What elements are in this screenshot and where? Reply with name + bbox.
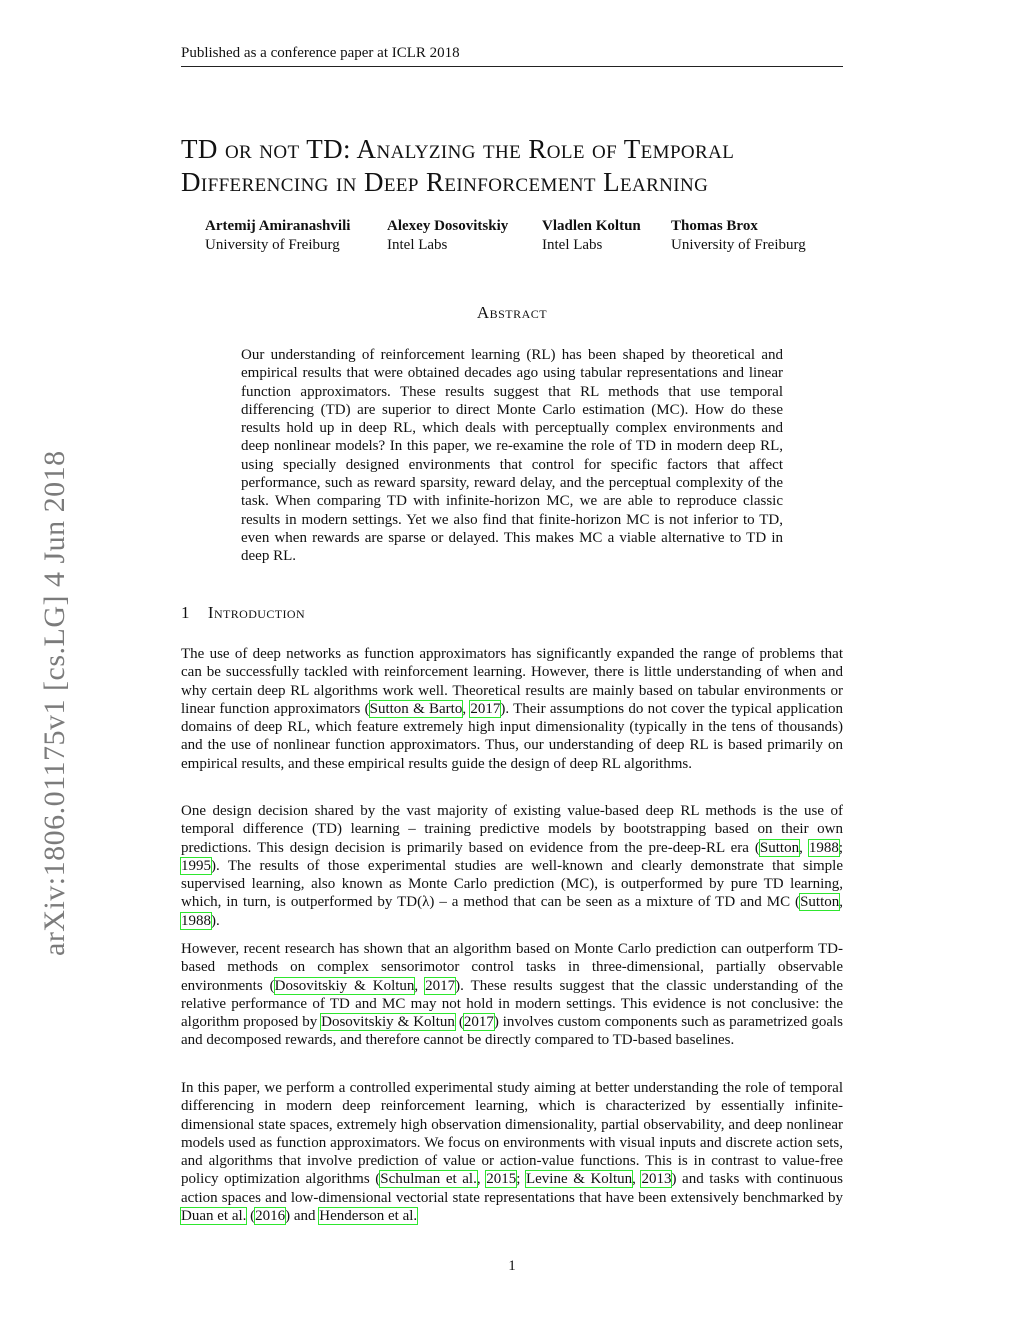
citation-link[interactable]: Schulman et al. — [380, 1171, 477, 1188]
author-name: Vladlen Koltun — [542, 218, 641, 234]
citation-link[interactable]: Henderson et al. — [319, 1208, 418, 1225]
citation-separator: , — [799, 839, 809, 856]
paragraph-text: ). These results suggest that the classic understanding of the relative performance of TD and MC may not hold in modern settings. This evidence is not conclusive: the algorithm proposed by — [181, 977, 843, 1031]
author-affiliation: Intel Labs — [542, 237, 603, 253]
abstract-text: Our understanding of reinforcement learning (RL) has been shaped by theoretical and empirical results that were obtained decades ago using tabular representations and linear function approximators. These results suggest that RL methods that use temporal differencing (TD) are superior to direct Monte Carlo estimation (MC). How do these results hold up in deep RL, which deals with perceptually complex environments and deep nonlinear models? In this paper, we re-examine the role of TD in modern deep RL, using specially designed environments that control for specific factors that affect performance, such as reward sparsity, reward delay, and the perceptual complexity of the task. When comparing TD with infinite-horizon MC, we are able to reproduce classic results in modern settings. Yet we also find that finite-horizon MC is not inferior to TD, even when rewards are sparse or delayed. This makes MC a viable alternative to TD in deep RL. — [241, 347, 783, 565]
citation-separator: , — [632, 1171, 642, 1188]
citation-link[interactable]: Levine & Koltun — [525, 1171, 633, 1188]
citation-link[interactable]: 2017 — [463, 1014, 494, 1031]
citation-link[interactable]: Sutton — [800, 894, 840, 911]
paragraph-text: In this paper, we perform a controlled experimental study aiming at better understanding the role of temporal differencing in modern deep reinforcement learning, which is characterized by essentially infinite-dimensional state spaces, extremely high observation dimensionality, partial observability, and deep nonlinear models used as function approximators. We focus on environments with visual inputs and discrete action sets, and algorithms that involve prediction of value or action-value functions. This is in contrast to value-free policy optimization algorithms ( — [181, 1080, 843, 1188]
paper-title — [181, 133, 861, 199]
author-block — [205, 217, 350, 255]
author-block — [387, 217, 508, 255]
section-heading-introduction — [181, 603, 305, 623]
citation-link[interactable]: 2016 — [255, 1208, 286, 1225]
citation-separator: ; — [516, 1171, 526, 1188]
citation-separator: , — [462, 700, 471, 717]
citation-separator: ( — [454, 1014, 464, 1031]
intro-paragraph-2 — [181, 802, 843, 930]
citation-link[interactable]: 2017 — [470, 700, 501, 717]
intro-paragraph-4 — [181, 1079, 843, 1225]
intro-paragraph-1 — [181, 645, 843, 773]
citation-separator: , — [839, 894, 843, 911]
author-affiliation: Intel Labs — [387, 237, 448, 253]
paragraph-text: However, recent research has shown that an algorithm based on Monte Carlo prediction can outperform TD-based methods on complex sensorimotor control tasks in three-dimensional, partially observable environments ( — [181, 941, 843, 994]
paragraph-text: ). Their assumptions do not cover the typical application domains of deep RL, which feature extremely high input dimensionality (typically in the tens of thousands) and the use of nonlinear function approximators. Thus, our understanding of deep RL is based primarily on empirical results, and these empirical results guide the design of deep RL algorithms. — [181, 700, 843, 772]
citation-separator: ( — [246, 1208, 256, 1225]
citation-link[interactable]: Dosovitskiy & Koltun — [321, 1014, 455, 1031]
author-affiliation: University of Freiburg — [671, 237, 806, 253]
paragraph-text: ). The results of those experimental studies are well-known and clearly demonstrate that simple supervised learning, also known as Monte Carlo prediction (MC), is outperformed by pure TD learning, which, in turn, is outperformed by TD(λ) – a method that can be seen as a mixture of TD and MC ( — [181, 857, 843, 911]
abstract-heading: Abstract — [476, 303, 548, 322]
citation-separator: ) and — [285, 1208, 320, 1225]
citation-separator: , — [476, 1171, 487, 1188]
citation-link[interactable]: 2017 — [425, 977, 456, 994]
paper-title-line-1: TD or not TD: Analyzing the Role of Temporal — [181, 134, 735, 164]
intro-paragraph-3 — [181, 940, 843, 1050]
paragraph-text: ) and tasks with continuous action spaces and low-dimensional vectorial state representations that have been extensively benchmarked by — [181, 1171, 843, 1206]
citation-link[interactable]: Duan et al. — [181, 1208, 247, 1225]
paper-title-line-2: Differencing in Deep Reinforcement Learning — [181, 167, 709, 197]
paragraph-text: ) involves custom components such as parametrized goals and decomposed rewards, and therefore cannot be directly compared to TD-based baselines. — [181, 1014, 843, 1049]
citation-separator: , — [414, 977, 426, 994]
citation-link[interactable]: Dosovitskiy & Koltun — [274, 977, 415, 994]
paragraph-text: One design decision shared by the vast majority of existing value-based deep RL methods is the use of temporal difference (TD) learning – training predictive models by bootstrapping based on their own predictions. This design decision is primarily based on evidence from the pre-deep-RL era ( — [181, 803, 843, 856]
citation-link[interactable]: 2015 — [486, 1171, 517, 1188]
author-name: Thomas Brox — [671, 218, 758, 234]
citation-link[interactable]: 1988 — [181, 912, 211, 929]
section-title: Introduction — [207, 603, 306, 622]
citation-link[interactable]: Sutton & Barto — [369, 700, 463, 717]
citation-link[interactable]: 1988 — [808, 839, 839, 856]
paragraph-text: ). — [211, 912, 220, 929]
paragraph-text: The use of deep networks as function approximators has significantly expanded the range of problems that can be successfully tackled with reinforcement learning. However, there is little understanding of when and why certain deep RL algorithms work well. Theoretical results are mainly based on tabular environments or linear function approximators ( — [181, 646, 843, 717]
author-block — [671, 217, 806, 255]
running-header: Published as a conference paper at ICLR 2018 — [181, 44, 843, 67]
author-name: Alexey Dosovitskiy — [387, 218, 509, 234]
citation-separator: ; — [838, 839, 843, 856]
author-name: Artemij Amiranashvili — [205, 218, 351, 234]
citation-link[interactable]: 1995 — [181, 857, 211, 874]
author-block — [542, 217, 641, 255]
section-number: 1 — [181, 603, 190, 622]
citation-link[interactable]: 2013 — [641, 1171, 672, 1188]
citation-link[interactable]: Sutton — [759, 839, 800, 856]
page-number: 1 — [508, 1258, 516, 1274]
author-affiliation: University of Freiburg — [205, 237, 340, 253]
arxiv-identifier-stamp: arXiv:1806.01175v1 [cs.LG] 4 Jun 2018 — [38, 450, 71, 956]
